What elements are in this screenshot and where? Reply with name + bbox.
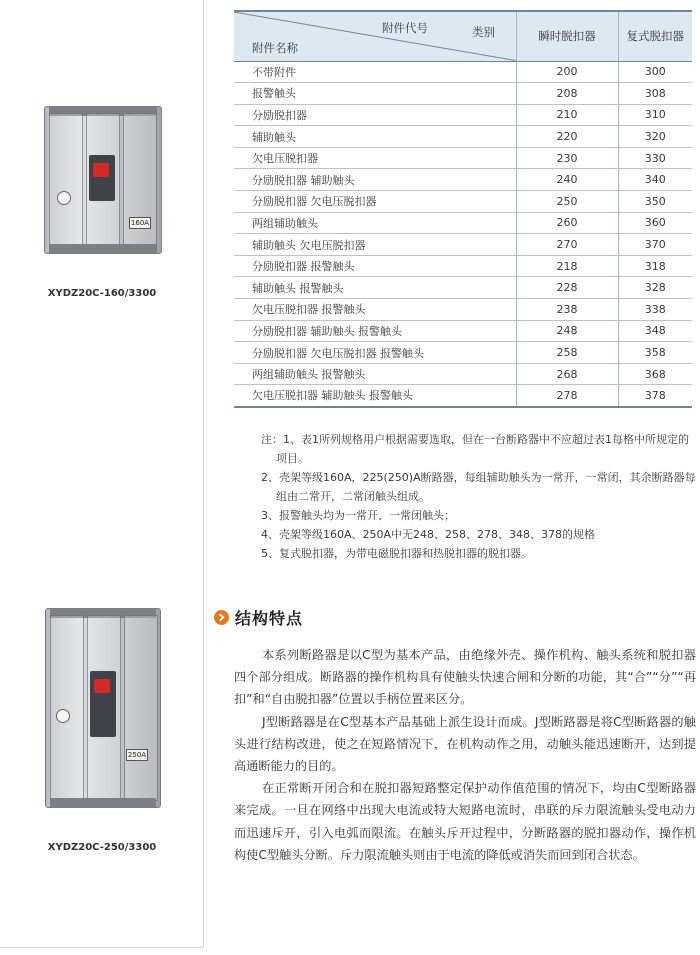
notes-block xyxy=(234,430,696,563)
compound-code-cell: 360 xyxy=(618,212,692,234)
section-title: 结构特点 xyxy=(235,609,304,628)
accessory-name-cell: 报警触头 xyxy=(234,83,516,105)
compound-code-cell: 358 xyxy=(618,342,692,364)
accessory-name-cell: 辅助触头 xyxy=(234,126,516,148)
compound-code-cell: 300 xyxy=(618,61,692,83)
compound-code-cell: 368 xyxy=(618,363,692,385)
body-paragraph: 在正常断开闭合和在脱扣器短路整定保护动作值范围的情况下，均由C型断路器来完成。一旦在网络中出现大电流或特大短路电流时，串联的斥力限流触头受电动力而迅速斥开，引入电弧而限流。在触头斥开过程中，分断路器的脱扣器动作，操作机构使C型触头分断。斥力限流触头则由于电流的降低或消失而回到闭合状态。 xyxy=(234,781,696,862)
instant-code-cell: 278 xyxy=(516,385,618,407)
breaker-handle xyxy=(89,155,115,201)
accessory-code-table xyxy=(234,10,692,408)
table-row xyxy=(234,83,692,105)
accessory-name-cell: 分励脱扣器 辅助触头 xyxy=(234,169,516,191)
product-sidebar xyxy=(0,0,204,948)
rating-plate: 250A xyxy=(127,751,147,759)
instant-code-cell: 248 xyxy=(516,320,618,342)
compound-code-cell: 310 xyxy=(618,104,692,126)
table-row xyxy=(234,61,692,83)
circuit-breaker-image-160 xyxy=(44,106,162,254)
compound-code-cell: 378 xyxy=(618,385,692,407)
body-paragraph: J型断路器是在C型基本产品基础上派生设计而成。J型断路器是将C型断路器的触头进行结构改进，使之在短路情况下，在机构动作之用，动触头能迅速断开，达到提高通断能力的目的。 xyxy=(234,714,696,774)
table-body xyxy=(234,61,692,407)
instant-code-cell: 250 xyxy=(516,191,618,213)
accessory-name-cell: 欠电压脱扣器 xyxy=(234,147,516,169)
header-instant-trip: 瞬时脱扣器 xyxy=(516,11,618,61)
instant-code-cell: 218 xyxy=(516,255,618,277)
instant-code-cell: 210 xyxy=(516,104,618,126)
accessory-name-cell: 欠电压脱扣器 报警触头 xyxy=(234,299,516,321)
instant-code-cell: 260 xyxy=(516,212,618,234)
circuit-breaker-image-250 xyxy=(45,608,161,808)
table-row xyxy=(234,299,692,321)
table-row xyxy=(234,320,692,342)
instant-code-cell: 238 xyxy=(516,299,618,321)
test-button xyxy=(57,191,71,205)
table-row xyxy=(234,147,692,169)
chevron-right-icon xyxy=(214,610,229,625)
header-diagonal-cell xyxy=(234,11,516,61)
instant-code-cell: 240 xyxy=(516,169,618,191)
note-text: 1、表1所列规格用户根据需要选取，但在一台断路器中不应超过表1每格中所规定的项目。 xyxy=(276,433,689,465)
accessory-name-cell: 分励脱扣器 欠电压脱扣器 报警触头 xyxy=(234,342,516,364)
handle-cap xyxy=(94,679,110,693)
instant-code-cell: 258 xyxy=(516,342,618,364)
test-button xyxy=(56,709,70,723)
note-item: 3、报警触头均为一常开、一常闭触头； xyxy=(261,509,455,522)
body-paragraph: 本系列断路器是以C型为基本产品，由绝缘外壳、操作机构、触头系统和脱扣器四个部分组成。断路器的操作机构具有使触头快速合闸和分断的功能，其“合”“分”“再扣”和“自由脱扣器”位置以手柄位置来区分。 xyxy=(234,648,696,707)
section-body xyxy=(234,644,696,866)
compound-code-cell: 370 xyxy=(618,234,692,256)
header-category: 类别 xyxy=(472,25,495,39)
header-accessory-code: 附件代号 xyxy=(382,21,428,35)
header-compound-trip: 复式脱扣器 xyxy=(618,11,692,61)
accessory-name-cell: 分励脱扣器 报警触头 xyxy=(234,255,516,277)
table-row xyxy=(234,191,692,213)
note-item: 5、复式脱扣器，为带电磁脱扣器和热脱扣器的脱扣器。 xyxy=(261,547,532,560)
compound-code-cell: 330 xyxy=(618,147,692,169)
table-header-row xyxy=(234,11,692,61)
note-item xyxy=(234,430,696,468)
terminal-strip xyxy=(50,798,156,808)
model-label: XYDZ20C-250/3300 xyxy=(47,842,157,853)
table-row xyxy=(234,169,692,191)
compound-code-cell: 348 xyxy=(618,320,692,342)
accessory-name-cell: 欠电压脱扣器 辅助触头 报警触头 xyxy=(234,385,516,407)
header-accessory-name: 附件名称 xyxy=(252,41,298,55)
note-prefix: 注： xyxy=(261,433,283,446)
table-row xyxy=(234,363,692,385)
table-row xyxy=(234,212,692,234)
instant-code-cell: 208 xyxy=(516,83,618,105)
breaker-pole xyxy=(50,615,84,801)
note-item: 4、壳架等级160A、250A中无248、258、278、348、378的规格 xyxy=(261,528,596,541)
instant-code-cell: 268 xyxy=(516,363,618,385)
instant-code-cell: 228 xyxy=(516,277,618,299)
instant-code-cell: 270 xyxy=(516,234,618,256)
table-row xyxy=(234,126,692,148)
instant-code-cell: 220 xyxy=(516,126,618,148)
handle-cap xyxy=(93,163,109,177)
breaker-pole xyxy=(49,113,83,247)
table-row xyxy=(234,104,692,126)
terminal-strip xyxy=(49,244,157,254)
compound-code-cell: 340 xyxy=(618,169,692,191)
instant-code-cell: 230 xyxy=(516,147,618,169)
accessory-name-cell: 辅助触头 报警触头 xyxy=(234,277,516,299)
compound-code-cell: 308 xyxy=(618,83,692,105)
accessory-name-cell: 分励脱扣器 欠电压脱扣器 xyxy=(234,191,516,213)
accessory-name-cell: 辅助触头 欠电压脱扣器 xyxy=(234,234,516,256)
compound-code-cell: 350 xyxy=(618,191,692,213)
compound-code-cell: 338 xyxy=(618,299,692,321)
accessory-name-cell: 不带附件 xyxy=(234,61,516,83)
compound-code-cell: 320 xyxy=(618,126,692,148)
rating-plate: 160A xyxy=(130,219,150,227)
note-item: 2、壳架等级160A，225(250)A断路器，每组辅助触头为一常开，一常闭，其余断路器每组由二常开，二常闭触头组成。 xyxy=(261,471,696,503)
accessory-name-cell: 两组辅助触头 xyxy=(234,212,516,234)
table-row xyxy=(234,342,692,364)
model-label: XYDZ20C-160/3300 xyxy=(47,288,157,299)
section-heading xyxy=(214,606,303,629)
accessory-name-cell: 分励脱扣器 xyxy=(234,104,516,126)
table-row xyxy=(234,255,692,277)
table-row xyxy=(234,234,692,256)
table-row xyxy=(234,277,692,299)
compound-code-cell: 328 xyxy=(618,277,692,299)
accessory-name-cell: 两组辅助触头 报警触头 xyxy=(234,363,516,385)
accessory-name-cell: 分励脱扣器 辅助触头 报警触头 xyxy=(234,320,516,342)
table-row xyxy=(234,385,692,407)
compound-code-cell: 318 xyxy=(618,255,692,277)
breaker-pole xyxy=(124,615,158,801)
instant-code-cell: 200 xyxy=(516,61,618,83)
